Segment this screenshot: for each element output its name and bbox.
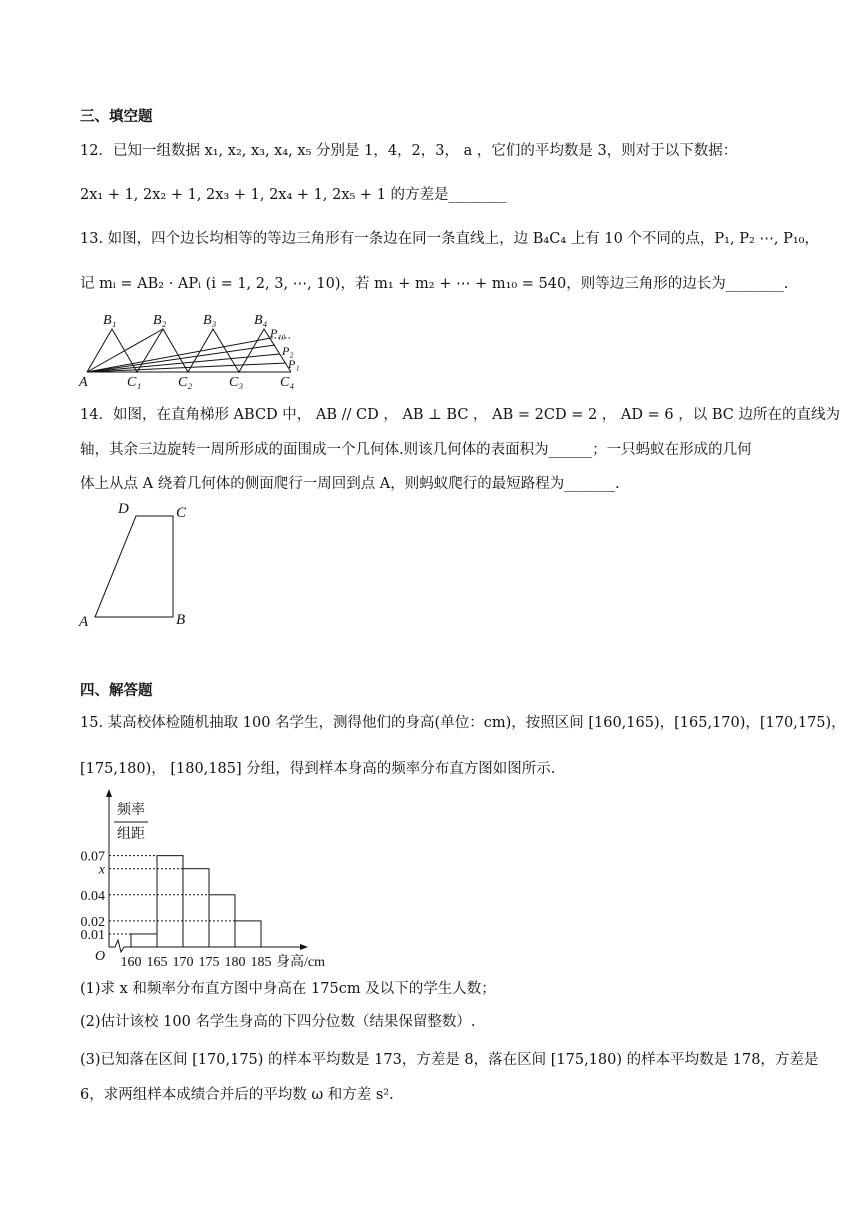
label-c4: C₄ (280, 375, 295, 390)
section-title-solutions: 四、解答题 (80, 683, 153, 699)
origin-label: O (95, 949, 106, 964)
x-tick-label: 170 (172, 955, 194, 970)
q14-line2: 轴，其余三边旋转一周所形成的面围成一个几何体.则该几何体的表面积为______；一只蚂蚁在形成的几何 (80, 442, 752, 458)
y-tick-label: 0.04 (80, 888, 105, 904)
label-c3: C₃ (229, 375, 244, 390)
ylabel-bottom: 组距 (117, 827, 145, 842)
q12-line2: 2x₁ + 1, 2x₂ + 1, 2x₃ + 1, 2x₄ + 1, 2x₅ + 1 的方差是________ (80, 187, 507, 203)
y-tick-label: 0.07 (80, 849, 105, 865)
label-p10: P₁₀ (270, 326, 286, 340)
x-tick-label: 165 (146, 955, 168, 970)
q15-sub2: (2)估计该校 100 名学生身高的下四分位数（结果保留整数）. (80, 1014, 476, 1030)
label-c: C (176, 505, 187, 521)
x-tick-label: 160 (120, 955, 142, 970)
q15-sub3-line2: 6，求两组样本成绩合并后的平均数 ω 和方差 s². (80, 1087, 394, 1103)
q13-triangles-figure (78, 308, 318, 388)
label-p1: P₁ (288, 357, 300, 371)
label-b3: B₃ (203, 313, 217, 328)
q14-line1: 14．如图，在直角梯形 ABCD 中， AB // CD ， AB ⊥ BC ， AB = 2CD = 2 ， AD = 6 ，以 BC 边所在的直线为 (80, 407, 840, 423)
y-tick-label: 0.02 (80, 914, 105, 930)
q14-line3: 体上从点 A 绕着几何体的侧面爬行一周回到点 A，则蚂蚁爬行的最短路程为_______. (80, 476, 620, 492)
q14-trapezoid-figure (76, 500, 206, 630)
histogram-bar (157, 856, 183, 947)
label-a: A (79, 614, 89, 630)
q13-line1: 13. 如图，四个边长均相等的等边三角形有一条边在同一条直线上，边 B₄C₄ 上有 10 个不同的点，P₁, P₂ ⋯, P₁₀， (80, 231, 819, 247)
q15-sub1: (1)求 x 和频率分布直方图中身高在 175cm 及以下的学生人数； (80, 981, 496, 997)
label-b2: B₂ (153, 313, 167, 328)
histogram-bar (183, 869, 209, 947)
label-c1: C₁ (127, 375, 142, 390)
histogram-bar (131, 934, 157, 947)
q15-line1: 15. 某高校体检随机抽取 100 名学生，测得他们的身高(单位：cm)，按照区间 [160,165)，[165,170)，[170,175)， (80, 715, 846, 731)
q15-sub3-line1: (3)已知落在区间 [170,175) 的样本平均数是 173，方差是 8，落在区间 [175,180) 的样本平均数是 178，方差是 (80, 1052, 819, 1068)
y-tick-label: 0.01 (80, 927, 105, 943)
label-b1: B₁ (103, 313, 117, 328)
label-b4: B₄ (254, 313, 268, 328)
y-tick-label: x (98, 862, 105, 878)
histogram-bar (235, 921, 261, 947)
section-title-fill-in: 三、填空题 (80, 109, 153, 125)
x-tick-label: 175 (198, 955, 220, 970)
label-a: A (79, 375, 88, 390)
xlabel: 身高/cm (276, 955, 325, 970)
label-d: D (118, 501, 129, 517)
label-p2: P₂ (282, 344, 294, 358)
q12-line1: 12．已知一组数据 x₁, x₂, x₃, x₄, x₅ 分别是 1，4，2，3， a ，它们的平均数是 3，则对于以下数据： (80, 143, 738, 159)
q15-line2: [175,180)， [180,185] 分组，得到样本身高的频率分布直方图如图所示. (80, 761, 556, 777)
label-c2: C₂ (178, 375, 193, 390)
x-tick-label: 180 (224, 955, 246, 970)
ylabel-top: 频率 (117, 803, 145, 818)
q13-line2: 记 mᵢ = AB₂ · APᵢ (i = 1, 2, 3, ⋯, 10)，若 m₁ + m₂ + ⋯ + m₁₀ = 540，则等边三角形的边长为________. (80, 276, 789, 292)
label-b: B (176, 612, 186, 628)
q15-histogram (74, 786, 344, 976)
x-tick-label: 185 (250, 955, 272, 970)
